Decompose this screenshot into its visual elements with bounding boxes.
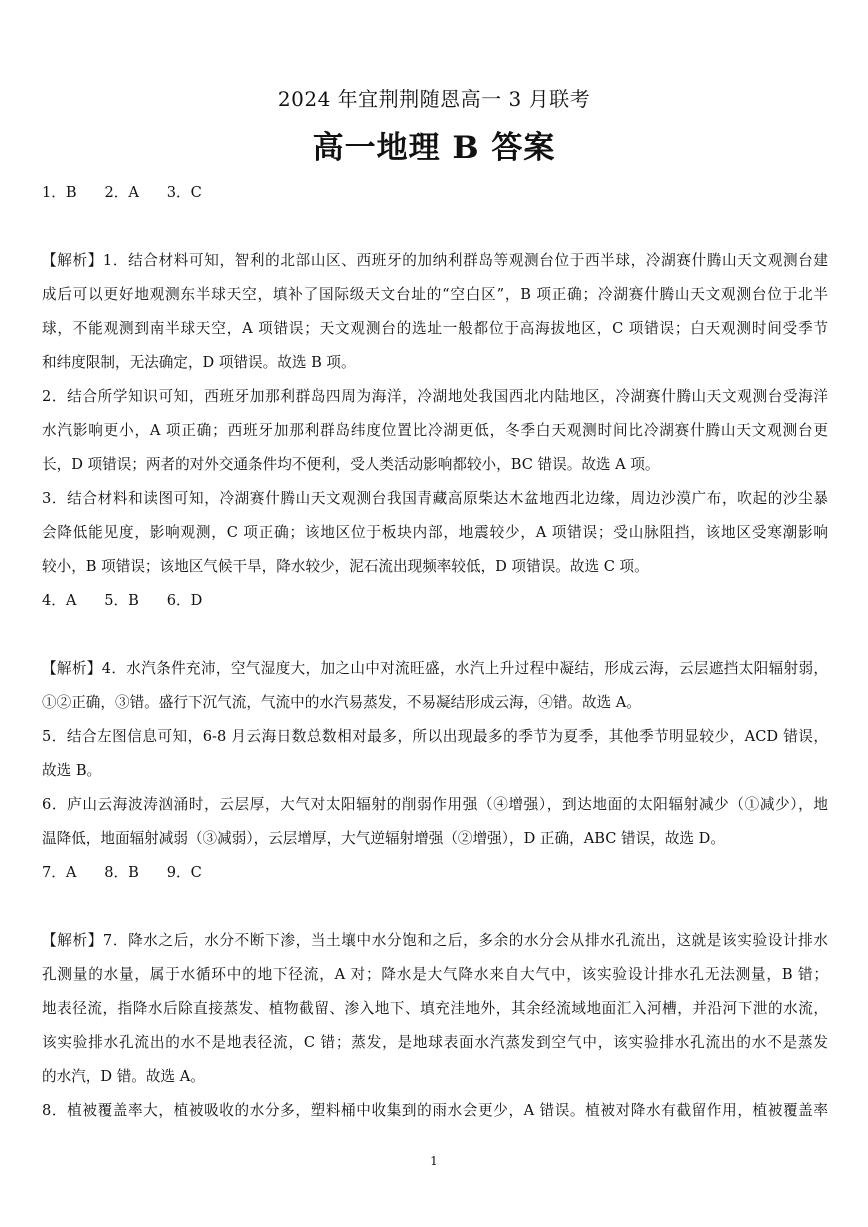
explanation-line: 球，不能观测到南半球天空，A 项错误；天文观测台的选址一般都位于高海拔地区，C 项错误；白天观测时间受季节 (42, 320, 828, 337)
explanation-line: 故选 B。 (42, 762, 102, 779)
explanation-block (42, 652, 828, 856)
spacer (42, 618, 828, 652)
explanation-line: 长，D 项错误；两者的对外交通条件均不便利，受人类活动影响都较小，BC 错误。故选 A 项。 (42, 456, 660, 473)
spacer (42, 890, 828, 924)
answer-item: 3．C (166, 184, 202, 201)
answer-content (42, 176, 828, 1128)
answer-key-row (42, 856, 828, 890)
explanation-line: 8．植被覆盖率大，植被吸收的水分多，塑料桶中收集到的雨水会更少，A 错误。植被对降水有截留作用，植被覆盖率 (42, 1102, 828, 1119)
explanation-line: 该实验排水孔流出的水不是地表径流，C 错；蒸发，是地球表面水汽蒸发到空气中，该实验排水孔流出的水不是蒸发 (42, 1034, 828, 1051)
explanation-line: 较小，B 项错误；该地区气候干旱，降水较少，泥石流出现频率较低，D 项错误。故选 C 项。 (42, 558, 649, 575)
answer-item: 1．B (42, 184, 77, 201)
answer-key-row (42, 176, 828, 210)
explanation-line: 和纬度限制，无法确定，D 项错误。故选 B 项。 (42, 354, 356, 371)
answer-item: 8．B (104, 864, 139, 881)
page-number: 1 (430, 1154, 438, 1168)
explanation-line: 2．结合所学知识可知，西班牙加那利群岛四周为海洋，冷湖地处我国西北内陆地区，冷湖赛什腾山天文观测台受海洋 (42, 388, 828, 405)
answer-item: 2．A (104, 184, 139, 201)
answer-item: 7．A (42, 864, 77, 881)
explanation-line: 【解析】4．水汽条件充沛，空气湿度大，加之山中对流旺盛，水汽上升过程中凝结，形成云海，云层遮挡太阳辐射弱， (42, 660, 828, 677)
answer-item: 6．D (166, 592, 203, 609)
explanation-line: 6．庐山云海波涛汹涌时，云层厚，大气对太阳辐射的削弱作用强（④增强），到达地面的太阳辐射减少（①减少），地 (42, 796, 828, 813)
explanation-line: 水汽影响更小，A 项正确；西班牙加那利群岛纬度位置比冷湖更低，冬季白天观测时间比冷湖赛什腾山天文观测台更 (42, 422, 828, 439)
answer-key-row (42, 584, 828, 618)
answer-item: 9．C (166, 864, 202, 881)
answer-item: 4．A (42, 592, 77, 609)
explanation-line: 的水汽，D 错。故选 A。 (42, 1068, 205, 1085)
explanation-line: 会降低能见度，影响观测，C 项正确；该地区位于板块内部，地震较少，A 项错误；受山脉阻挡，该地区受寒潮影响 (42, 524, 828, 541)
explanation-line: 成后可以更好地观测东半球天空，填补了国际级天文台址的“空白区”，B 项正确；冷湖赛什腾山天文观测台位于北半 (42, 286, 828, 303)
explanation-line: 地表径流，指降水后除直接蒸发、植物截留、渗入地下、填充洼地外，其余经流域地面汇入河槽，并沿河下泄的水流， (42, 1000, 828, 1017)
explanation-block (42, 244, 828, 584)
spacer (42, 210, 828, 244)
answer-item: 5．B (104, 592, 139, 609)
explanation-line: 5．结合左图信息可知，6-8 月云海日数总数相对最多，所以出现最多的季节为夏季，其他季节明显较少，ACD 错误， (42, 728, 828, 745)
explanation-line: 【解析】1．结合材料可知，智利的北部山区、西班牙的加纳利群岛等观测台位于西半球，冷湖赛什腾山天文观测台建 (42, 252, 828, 269)
paper-title: 高一地理 B 答案 (312, 130, 556, 166)
explanation-block (42, 924, 828, 1128)
exam-title: 2024 年宜荆荆随恩高一 3 月联考 (277, 87, 591, 111)
explanation-line: 3．结合材料和读图可知，冷湖赛什腾山天文观测台我国青藏高原柴达木盆地西北边缘，周边沙漠广布，吹起的沙尘暴 (42, 490, 828, 507)
explanation-line: 孔测量的水量，属于水循环中的地下径流，A 对；降水是大气降水来自大气中，该实验设计排水孔无法测量，B 错； (42, 966, 828, 983)
explanation-line: ①②正确，③错。盛行下沉气流，气流中的水汽易蒸发，不易凝结形成云海，④错。故选 A。 (42, 694, 641, 711)
explanation-line: 【解析】7．降水之后，水分不断下渗，当土壤中水分饱和之后，多余的水分会从排水孔流出，这就是该实验设计排水 (42, 932, 828, 949)
explanation-line: 温降低，地面辐射减弱（③减弱），云层增厚，大气逆辐射增强（②增强），D 正确，ABC 错误，故选 D。 (42, 830, 725, 847)
